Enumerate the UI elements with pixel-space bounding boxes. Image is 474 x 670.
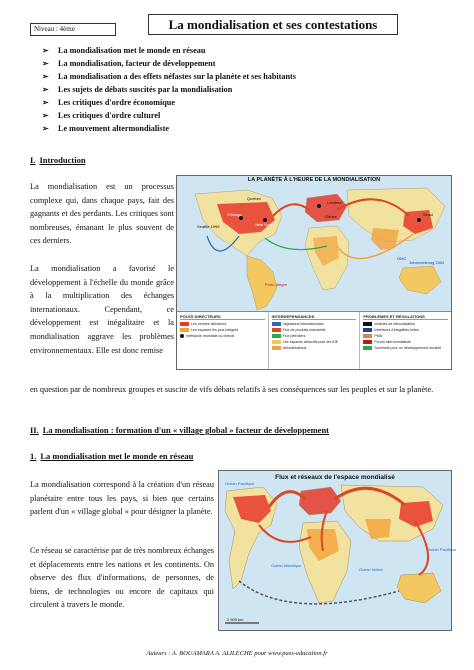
page-header xyxy=(30,14,450,36)
map-title: LA PLANÈTE À L'HEURE DE LA MONDIALISATION xyxy=(247,177,381,183)
map-label: New York xyxy=(255,222,272,227)
page-footer: Auteurs : A. BOUAMARA A. ALILECHE pour www.pass-education.fr xyxy=(146,650,328,657)
toc-item[interactable]: ➢ La mondialisation met le monde en réseau xyxy=(42,46,206,55)
arrow-icon: ➢ xyxy=(42,59,49,68)
toc-item[interactable]: ➢ Les critiques d'ordre économique xyxy=(42,98,175,107)
toc-item[interactable]: ➢ La mondialisation, facteur de développement xyxy=(42,59,216,68)
map-label: Océan Indien xyxy=(359,567,383,572)
arrow-icon: ➢ xyxy=(42,124,49,133)
level-label: Niveau : 4ème xyxy=(30,23,116,36)
arrow-icon: ➢ xyxy=(42,111,49,120)
subsection-heading-reseau: 1. La mondialisation met le monde en réseau xyxy=(30,451,194,461)
map-scale-label: 2 500 km xyxy=(227,617,244,622)
map-label: Londres xyxy=(327,200,342,205)
legend-column: PROBLÈMES ET RÉGULATIONS victimes de délocalisation Interfaces d'inégalités fortes PMA Forum altermondialiste Sommets pour un développement durable xyxy=(360,312,451,369)
intro-paragraph-2: La mondialisation a favorisé le développement à l'échelle du monde grâce à la multiplication des échanges internationaux. Cependant, ce développement est inégalitaire et la mondialisation aggrave les problèmes environnementaux. Elle est donc remise xyxy=(30,264,174,355)
map-label: OMC xyxy=(397,256,407,261)
map-label: Gênes xyxy=(325,214,337,219)
map-labels xyxy=(177,176,453,313)
section-heading-village-global: II. La mondialisation : formation d'un « village global » facteur de développement xyxy=(30,425,330,435)
reseau-paragraph-1: La mondialisation correspond à la création d'un réseau planétaire entre tous les pays, si bien que certains parlent d'un « village global » pour désigner la planète. xyxy=(30,480,214,517)
map-label: Seattle 1999 xyxy=(197,224,220,229)
map-label: Océan Atlantique xyxy=(271,563,302,568)
arrow-icon: ➢ xyxy=(42,85,49,94)
world-globalisation-map xyxy=(176,175,452,370)
map-label: Chicago xyxy=(227,212,242,217)
page-title: La mondialisation et ses contestations xyxy=(148,14,398,35)
toc-item[interactable]: ➢ Les sujets de débats suscités par la mondialisation xyxy=(42,85,233,94)
toc-item[interactable]: ➢ Les critiques d'ordre culturel xyxy=(42,111,161,120)
section-heading-introduction: I. Introduction xyxy=(30,155,86,165)
map-label: Johannesburg 2002 xyxy=(409,260,445,265)
map-label: Québec xyxy=(247,196,262,201)
legend-column: INTERDÉPENDANCES migrations internationales Flux de produits industriels Flux pétroliers Les espaces attractifs pour les IDE délocalisations xyxy=(269,312,361,369)
map-label: Océan Pacifique xyxy=(427,547,457,552)
intro-paragraph-1: La mondialisation est un processus complexe qui, dans chaque pays, fait des gagnants et des perdants. Les critiques sont nombreuses, émanant le plus souvent de ces derniers. xyxy=(30,182,174,246)
map-label: Seoul xyxy=(423,212,434,217)
map-title: Flux et réseaux de l'espace mondialisé xyxy=(275,474,395,481)
arrow-icon: ➢ xyxy=(42,98,49,107)
flows-map-labels xyxy=(219,471,457,632)
map-legend xyxy=(177,311,451,369)
map-label: Océan Pacifique xyxy=(225,481,255,486)
legend-column: PÔLES DIRECTEURS Les centres directeurs Les espaces les plus intégrés métropole mondiale ou cheval xyxy=(177,312,269,369)
toc-item[interactable]: ➢ Le mouvement altermondialiste xyxy=(42,124,169,133)
reseau-paragraph-2: Ce réseau se caractérise par de très nombreux échanges et déplacements entre les nations et les continents. On observe des flux d'informations, de personnes, de biens, de technologies ou encore de capitaux qui circulent à travers le monde. xyxy=(30,546,214,610)
map-label: Porto Alegre xyxy=(265,282,288,287)
toc-item[interactable]: ➢ La mondialisation a des effets néfastes sur la planète et ses habitants xyxy=(42,72,296,81)
arrow-icon: ➢ xyxy=(42,72,49,81)
arrow-icon: ➢ xyxy=(42,46,49,55)
table-of-contents xyxy=(42,44,442,135)
flows-networks-map xyxy=(218,470,457,631)
intro-paragraph-2-continued: en question par de nombreux groupes et suscite de vifs débats relatifs à ses conséquences sur les peuples et sur la planète. xyxy=(30,385,434,394)
